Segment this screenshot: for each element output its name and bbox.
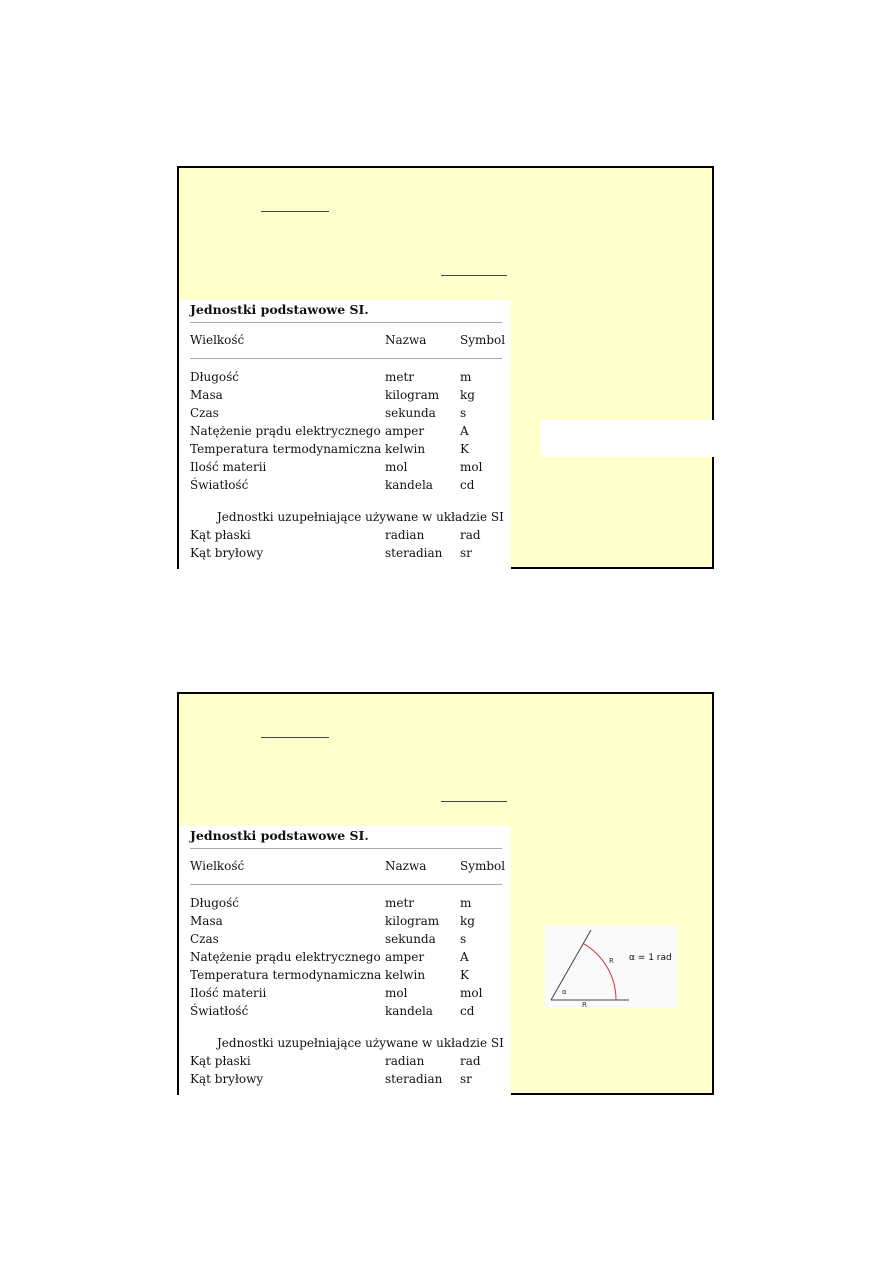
table-cell-quantity: Ilość materii [190, 986, 267, 1000]
table-cell-quantity: Światłość [190, 478, 249, 492]
table-cell-name: kelwin [385, 968, 426, 982]
table-cell-quantity: Kąt płaski [190, 1054, 251, 1068]
table-cell-quantity: Długość [190, 370, 240, 384]
table-cell-name: steradian [385, 1072, 443, 1086]
slide-1 [177, 166, 714, 569]
si-units-table [179, 300, 511, 569]
table-title: Jednostki podstawowe SI. [190, 302, 369, 317]
table-cell-symbol: kg [460, 914, 475, 928]
table-rule-top [190, 848, 502, 849]
table-cell-quantity: Kąt płaski [190, 528, 251, 542]
radian-diagram-svg [545, 926, 678, 1008]
table-cell-quantity: Natężenie prądu elektrycznego [190, 950, 381, 964]
table-cell-symbol: rad [460, 1054, 481, 1068]
column-header-quantity: Wielkość [190, 333, 245, 347]
table-cell-symbol: sr [460, 546, 472, 560]
table-cell-name: kandela [385, 478, 433, 492]
table-cell-name: kilogram [385, 914, 440, 928]
table-cell-symbol: m [460, 370, 472, 384]
table-cell-symbol: kg [460, 388, 475, 402]
radian-formula: α = 1 rad [629, 953, 672, 963]
table-cell-name: mol [385, 460, 408, 474]
table-cell-name: sekunda [385, 406, 436, 420]
si-units-table [179, 826, 511, 1095]
table-cell-quantity: Masa [190, 388, 223, 402]
table-cell-symbol: K [460, 968, 469, 982]
table-cell-name: amper [385, 424, 425, 438]
blank-image-placeholder [541, 420, 715, 457]
table-rule-header [190, 884, 502, 885]
side-label: R [582, 1001, 587, 1008]
arc-label: R [609, 957, 614, 965]
column-header-name: Nazwa [385, 333, 427, 347]
table-cell-name: kilogram [385, 388, 440, 402]
table-cell-quantity: Długość [190, 896, 240, 910]
slide-2 [177, 692, 714, 1095]
table-cell-name: kelwin [385, 442, 426, 456]
table-cell-name: metr [385, 370, 415, 384]
table-cell-symbol: cd [460, 478, 475, 492]
table-cell-quantity: Ilość materii [190, 460, 267, 474]
table-cell-quantity: Temperatura termodynamiczna [190, 968, 382, 982]
arc-line [584, 944, 617, 1000]
supplementary-heading: Jednostki uzupełniające używane w układzie SI [217, 510, 504, 524]
table-cell-name: amper [385, 950, 425, 964]
table-cell-name: steradian [385, 546, 443, 560]
table-cell-quantity: Czas [190, 406, 219, 420]
underline-2 [441, 801, 507, 802]
column-header-name: Nazwa [385, 859, 427, 873]
column-header-quantity: Wielkość [190, 859, 245, 873]
table-cell-symbol: K [460, 442, 469, 456]
angle-label: α [562, 988, 567, 996]
radian-diagram [545, 926, 678, 1008]
underline-1 [261, 737, 329, 738]
table-cell-symbol: s [460, 932, 467, 946]
table-cell-quantity: Natężenie prądu elektrycznego [190, 424, 381, 438]
table-cell-symbol: rad [460, 528, 481, 542]
supplementary-heading: Jednostki uzupełniające używane w układzie SI [217, 1036, 504, 1050]
table-cell-quantity: Światłość [190, 1004, 249, 1018]
table-cell-quantity: Masa [190, 914, 223, 928]
table-rule-header [190, 358, 502, 359]
table-cell-quantity: Temperatura termodynamiczna [190, 442, 382, 456]
underline-2 [441, 275, 507, 276]
table-title: Jednostki podstawowe SI. [190, 828, 369, 843]
table-cell-name: kandela [385, 1004, 433, 1018]
underline-1 [261, 211, 329, 212]
table-cell-name: radian [385, 528, 425, 542]
slanted-side-line [551, 930, 591, 1000]
table-cell-symbol: mol [460, 986, 483, 1000]
table-cell-symbol: A [460, 950, 469, 964]
table-cell-symbol: A [460, 424, 469, 438]
table-cell-symbol: mol [460, 460, 483, 474]
table-cell-name: sekunda [385, 932, 436, 946]
table-cell-name: metr [385, 896, 415, 910]
column-header-symbol: Symbol [460, 859, 506, 873]
table-cell-quantity: Kąt bryłowy [190, 1072, 264, 1086]
table-cell-name: mol [385, 986, 408, 1000]
table-cell-name: radian [385, 1054, 425, 1068]
table-cell-symbol: cd [460, 1004, 475, 1018]
table-cell-symbol: sr [460, 1072, 472, 1086]
table-cell-symbol: s [460, 406, 467, 420]
table-cell-quantity: Kąt bryłowy [190, 546, 264, 560]
table-rule-top [190, 322, 502, 323]
table-cell-symbol: m [460, 896, 472, 910]
column-header-symbol: Symbol [460, 333, 506, 347]
table-cell-quantity: Czas [190, 932, 219, 946]
